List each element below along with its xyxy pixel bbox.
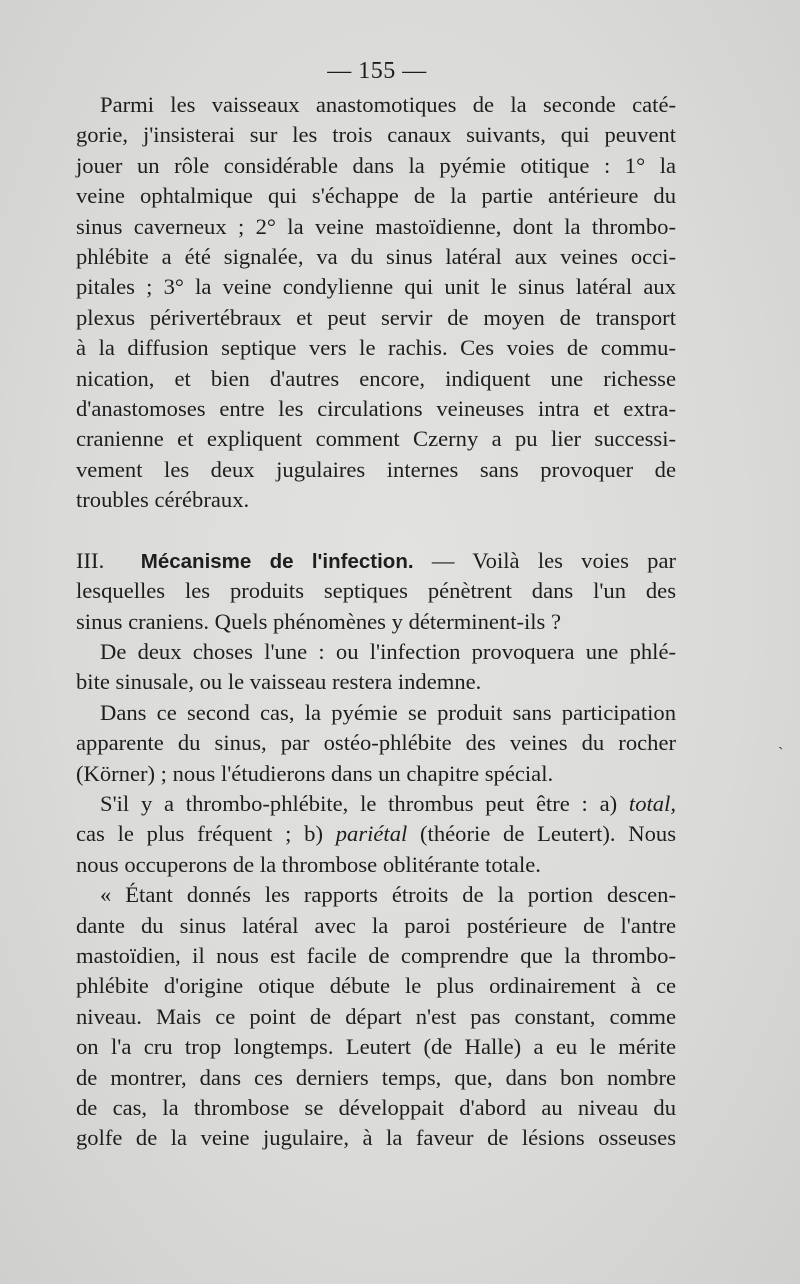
text-line: golfe de la veine jugulaire, à la faveur de lésions osseuses <box>76 1125 676 1151</box>
italic-term: total, <box>628 790 676 816</box>
section-title: Mécanisme de l'infection. <box>140 549 414 573</box>
text-line <box>76 819 676 849</box>
scan-artifact-mark: ` <box>778 745 784 762</box>
text-line: Parmi les vaisseaux anastomotiques de la seconde caté- <box>100 92 676 117</box>
section-mecanisme <box>76 546 676 637</box>
text-line: plexus périvertébraux et peut servir de moyen de transport <box>76 304 676 330</box>
text-line: nous occuperons de la thrombose oblitérante totale. <box>76 851 541 877</box>
text-line: bite sinusale, ou le vaisseau restera indemne. <box>76 669 482 695</box>
text-line: mastoïdien, il nous est facile de comprendre que la thrombo- <box>76 942 676 968</box>
paragraph-gap <box>76 515 676 545</box>
text-run: cas le plus fréquent ; b) <box>76 821 336 847</box>
italic-term: pariétal <box>335 821 408 847</box>
paragraph-thrombus <box>76 789 676 880</box>
text-line: pitales ; 3° la veine condylienne qui unit le sinus latéral aux <box>76 274 676 300</box>
text-line: on l'a cru trop longtemps. Leutert (de Halle) a eu le mérite <box>76 1034 676 1060</box>
text-line: sinus caverneux ; 2° la veine mastoïdienne, dont la thrombo- <box>76 213 676 239</box>
text-line: de cas, la thrombose se développait d'abord au niveau du <box>76 1094 676 1120</box>
text-line: De deux choses l'une : ou l'infection provoquera une phlé- <box>100 639 676 665</box>
text-line: vement les deux jugulaires internes sans provoquer de <box>76 456 676 482</box>
text-line: (Körner) ; nous l'étudierons dans un chapitre spécial. <box>76 760 554 786</box>
paragraph-second-cas <box>76 698 676 789</box>
text-line: phlébite d'origine otique débute le plus ordinairement à ce <box>76 973 676 999</box>
body-text <box>76 90 676 1154</box>
text-line: troubles cérébraux. <box>76 487 250 513</box>
page-number: — 155 — <box>327 58 427 84</box>
text-line: dante du sinus latéral avec la paroi postérieure de l'antre <box>76 912 676 938</box>
paragraph-quotation <box>76 880 676 1154</box>
text-line <box>76 789 676 819</box>
text-line: phlébite a été signalée, va du sinus latéral aux veines occi- <box>76 243 676 269</box>
text-run: (théorie de Leutert). Nous <box>407 821 676 847</box>
section-heading-rest: — Voilà les voies par <box>413 547 676 573</box>
text-line: d'anastomoses entre les circulations veineuses intra et extra- <box>76 395 676 421</box>
text-line: « Étant donnés les rapports étroits de la portion descen- <box>100 882 676 908</box>
text-line: apparente du sinus, par ostéo-phlébite des veines du rocher <box>76 730 676 756</box>
paragraph-anastomoses <box>76 90 676 515</box>
text-line: sinus craniens. Quels phénomènes y déterminent-ils ? <box>76 608 562 634</box>
section-number: III. <box>76 547 105 573</box>
text-line: Dans ce second cas, la pyémie se produit sans participation <box>100 699 676 725</box>
text-line: à la diffusion septique vers le rachis. Ces voies de commu- <box>76 335 676 361</box>
text-line: lesquelles les produits septiques pénètrent dans l'un des <box>76 578 676 604</box>
paragraph-deux-choses <box>76 637 676 698</box>
text-line: nication, et bien d'autres encore, indiquent une richesse <box>76 365 676 391</box>
text-line: veine ophtalmique qui s'échappe de la partie antérieure du <box>76 183 676 209</box>
text-line: niveau. Mais ce point de départ n'est pas constant, comme <box>76 1003 676 1029</box>
text-line: gorie, j'insisterai sur les trois canaux suivants, qui peuvent <box>76 122 676 148</box>
section-heading-line <box>76 546 676 576</box>
text-line: de montrer, dans ces derniers temps, que, dans bon nombre <box>76 1064 676 1090</box>
text-line: jouer un rôle considérable dans la pyémie otitique : 1° la <box>76 152 676 178</box>
text-run: S'il y a thrombo-phlébite, le thrombus peut être : a) <box>100 790 629 816</box>
text-line: cranienne et expliquent comment Czerny a pu lier successi- <box>76 426 676 452</box>
